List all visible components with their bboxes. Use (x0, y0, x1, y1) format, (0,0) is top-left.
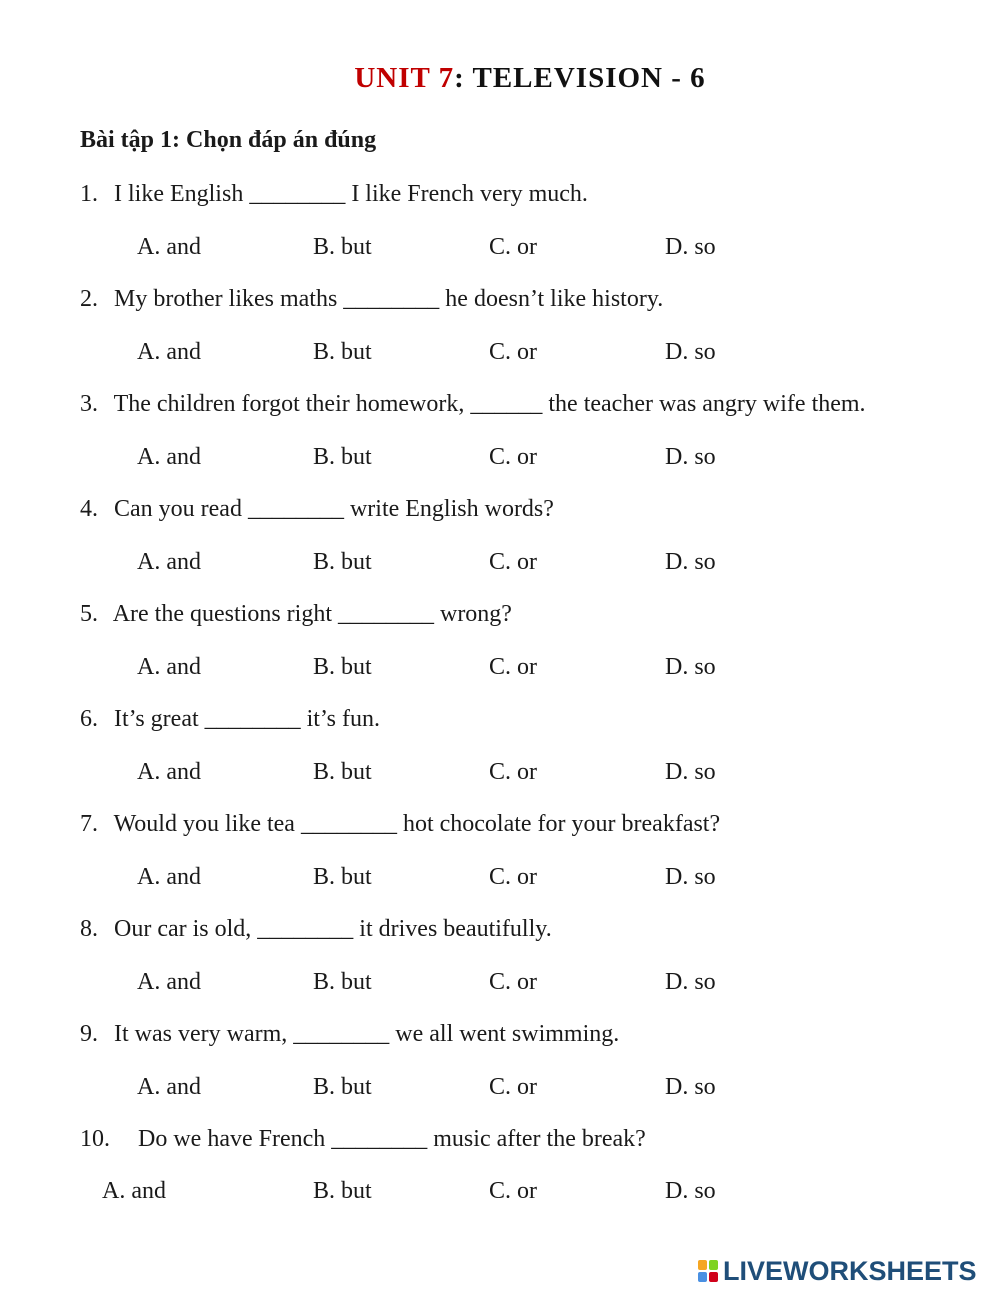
option-c[interactable]: C. or (489, 1178, 537, 1204)
option-b[interactable]: B. but (313, 1074, 372, 1100)
option-d[interactable]: D. so (665, 759, 716, 785)
question-6 (80, 706, 380, 733)
option-a[interactable]: A. and (137, 444, 201, 470)
question-number: 7. (80, 811, 98, 837)
liveworksheets-logo[interactable] (697, 1255, 977, 1287)
option-d[interactable]: D. so (665, 1178, 716, 1204)
option-d[interactable]: D. so (665, 654, 716, 680)
option-a[interactable]: A. and (137, 969, 201, 995)
title-topic: : TELEVISION - 6 (454, 62, 706, 94)
question-text: The children forgot their homework, ______ the teacher was angry wife them. (113, 391, 866, 417)
option-c[interactable]: C. or (489, 339, 537, 365)
option-b[interactable]: B. but (313, 969, 372, 995)
question-text: Would you like tea ________ hot chocolate for your breakfast? (113, 811, 721, 837)
option-d[interactable]: D. so (665, 864, 716, 890)
option-c[interactable]: C. or (489, 549, 537, 575)
question-number: 3. (80, 391, 98, 417)
page-title (0, 62, 1000, 95)
section-heading: Bài tập 1: Chọn đáp án đúng (80, 127, 377, 153)
question-text: Can you read ________ write English words? (114, 496, 554, 522)
option-b[interactable]: B. but (313, 339, 372, 365)
option-b[interactable]: B. but (313, 234, 372, 260)
question-9 (80, 1021, 619, 1048)
question-number: 1. (80, 181, 98, 207)
title-unit: UNIT 7 (354, 62, 455, 94)
question-5 (80, 601, 512, 628)
question-8 (80, 916, 552, 943)
option-d[interactable]: D. so (665, 969, 716, 995)
option-a[interactable]: A. and (137, 654, 201, 680)
option-c[interactable]: C. or (489, 234, 537, 260)
option-b[interactable]: B. but (313, 549, 372, 575)
option-a[interactable]: A. and (102, 1178, 166, 1204)
question-3 (80, 391, 866, 418)
option-d[interactable]: D. so (665, 549, 716, 575)
option-c[interactable]: C. or (489, 969, 537, 995)
option-d[interactable]: D. so (665, 444, 716, 470)
logo-text: LIVEWORKSHEETS (723, 1255, 977, 1286)
question-4 (80, 496, 554, 523)
option-d[interactable]: D. so (665, 339, 716, 365)
question-2 (80, 286, 663, 313)
question-number: 4. (80, 496, 98, 522)
option-c[interactable]: C. or (489, 654, 537, 680)
question-text: Do we have French ________ music after the break? (138, 1126, 646, 1152)
question-number: 9. (80, 1021, 98, 1047)
question-text: It’s great ________ it’s fun. (114, 706, 380, 732)
option-a[interactable]: A. and (137, 549, 201, 575)
option-c[interactable]: C. or (489, 444, 537, 470)
question-1 (80, 181, 588, 208)
option-b[interactable]: B. but (313, 654, 372, 680)
question-number: 5. (80, 601, 98, 627)
option-b[interactable]: B. but (313, 759, 372, 785)
option-d[interactable]: D. so (665, 1074, 716, 1100)
option-a[interactable]: A. and (137, 339, 201, 365)
option-d[interactable]: D. so (665, 234, 716, 260)
option-a[interactable]: A. and (137, 759, 201, 785)
option-b[interactable]: B. but (313, 444, 372, 470)
question-text: I like English ________ I like French very much. (114, 181, 588, 207)
option-a[interactable]: A. and (137, 1074, 201, 1100)
liveworksheets-logo-icon (697, 1259, 719, 1283)
question-7 (80, 811, 720, 838)
question-text: My brother likes maths ________ he doesn’t like history. (114, 286, 664, 312)
option-c[interactable]: C. or (489, 759, 537, 785)
option-c[interactable]: C. or (489, 1074, 537, 1100)
question-text: Our car is old, ________ it drives beautifully. (114, 916, 552, 942)
question-text: Are the questions right ________ wrong? (112, 601, 512, 627)
question-text: It was very warm, ________ we all went swimming. (114, 1021, 620, 1047)
question-number: 2. (80, 286, 98, 312)
question-number: 8. (80, 916, 98, 942)
option-a[interactable]: A. and (137, 864, 201, 890)
question-number: 10. (80, 1126, 110, 1152)
option-b[interactable]: B. but (313, 864, 372, 890)
question-10 (80, 1126, 646, 1153)
question-number: 6. (80, 706, 98, 732)
option-a[interactable]: A. and (137, 234, 201, 260)
option-b[interactable]: B. but (313, 1178, 372, 1204)
option-c[interactable]: C. or (489, 864, 537, 890)
